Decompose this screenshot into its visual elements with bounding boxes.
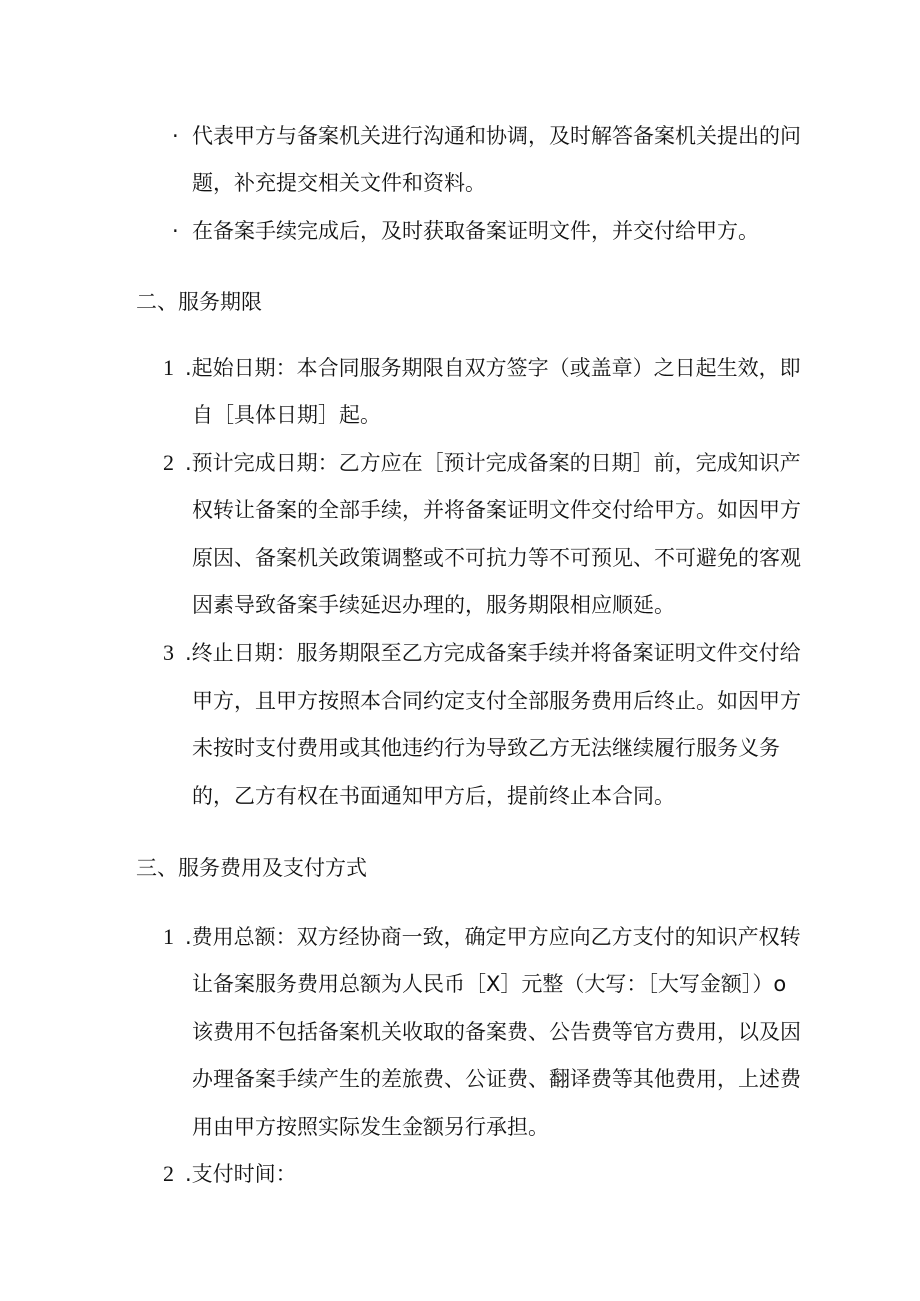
bullet-text-line: 在备案手续完成后，及时获取备案证明文件，并交付给甲方。 [192,219,759,243]
item-text-line: 原因、备案机关政策调整或不可抗力等不可预见、不可避免的客观 [192,546,801,570]
item-text-line: 权转让备案的全部手续，并将备案证明文件交付给甲方。如因甲方 [192,498,801,522]
item-text-line: 的，乙方有权在书面通知甲方后，提前终止本合同。 [192,784,675,808]
item-text-line: 该费用不包括备案机关收取的备案费、公告费等官方费用，以及因 [192,1020,801,1044]
item-text-line: 用由甲方按照实际发生金额另行承担。 [192,1115,549,1139]
item-number: 1 [163,355,174,380]
section-heading: 三、服务费用及支付方式 [136,856,367,880]
item-number: 2 [163,1161,174,1186]
section-heading: 二、服务期限 [136,290,262,314]
bullet-marker: · [172,124,179,148]
item-number: 1 [163,924,174,949]
item-text-line: 办理备案手续产生的差旅费、公证费、翻译费等其他费用，上述费 [192,1067,801,1091]
item-text-line: .起始日期：本合同服务期限自双方签字（或盖章）之日起生效，即 [185,356,801,380]
item-text-line: 未按时支付费用或其他违约行为导致乙方无法继续履行服务义务 [192,736,780,760]
bullet-marker: · [172,219,179,243]
item-text-line: .费用总额：双方经协商一致，确定甲方应向乙方支付的知识产权转 [185,925,801,949]
item-text-line: 甲方，且甲方按照本合同约定支付全部服务费用后终止。如因甲方 [192,689,801,713]
item-text-line: 自［具体日期］起。 [192,403,381,427]
item-text-line: 因素导致备案手续延迟办理的，服务期限相应顺延。 [192,593,675,617]
item-text-line: .预计完成日期：乙方应在［预计完成备案的日期］前，完成知识产 [185,451,801,475]
item-number: 3 [163,640,174,665]
bullet-text-line: 代表甲方与备案机关进行沟通和协调，及时解答备案机关提出的问 [192,124,801,148]
item-number: 2 [163,450,174,475]
item-text-line: .终止日期：服务期限至乙方完成备案手续并将备案证明文件交付给 [185,641,801,665]
bullet-text-line: 题，补充提交相关文件和资料。 [192,171,486,195]
item-text-line: 让备案服务费用总额为人民币［X］元整（大写：［大写金额］）o [192,972,787,996]
item-text-line: .支付时间： [185,1162,297,1186]
